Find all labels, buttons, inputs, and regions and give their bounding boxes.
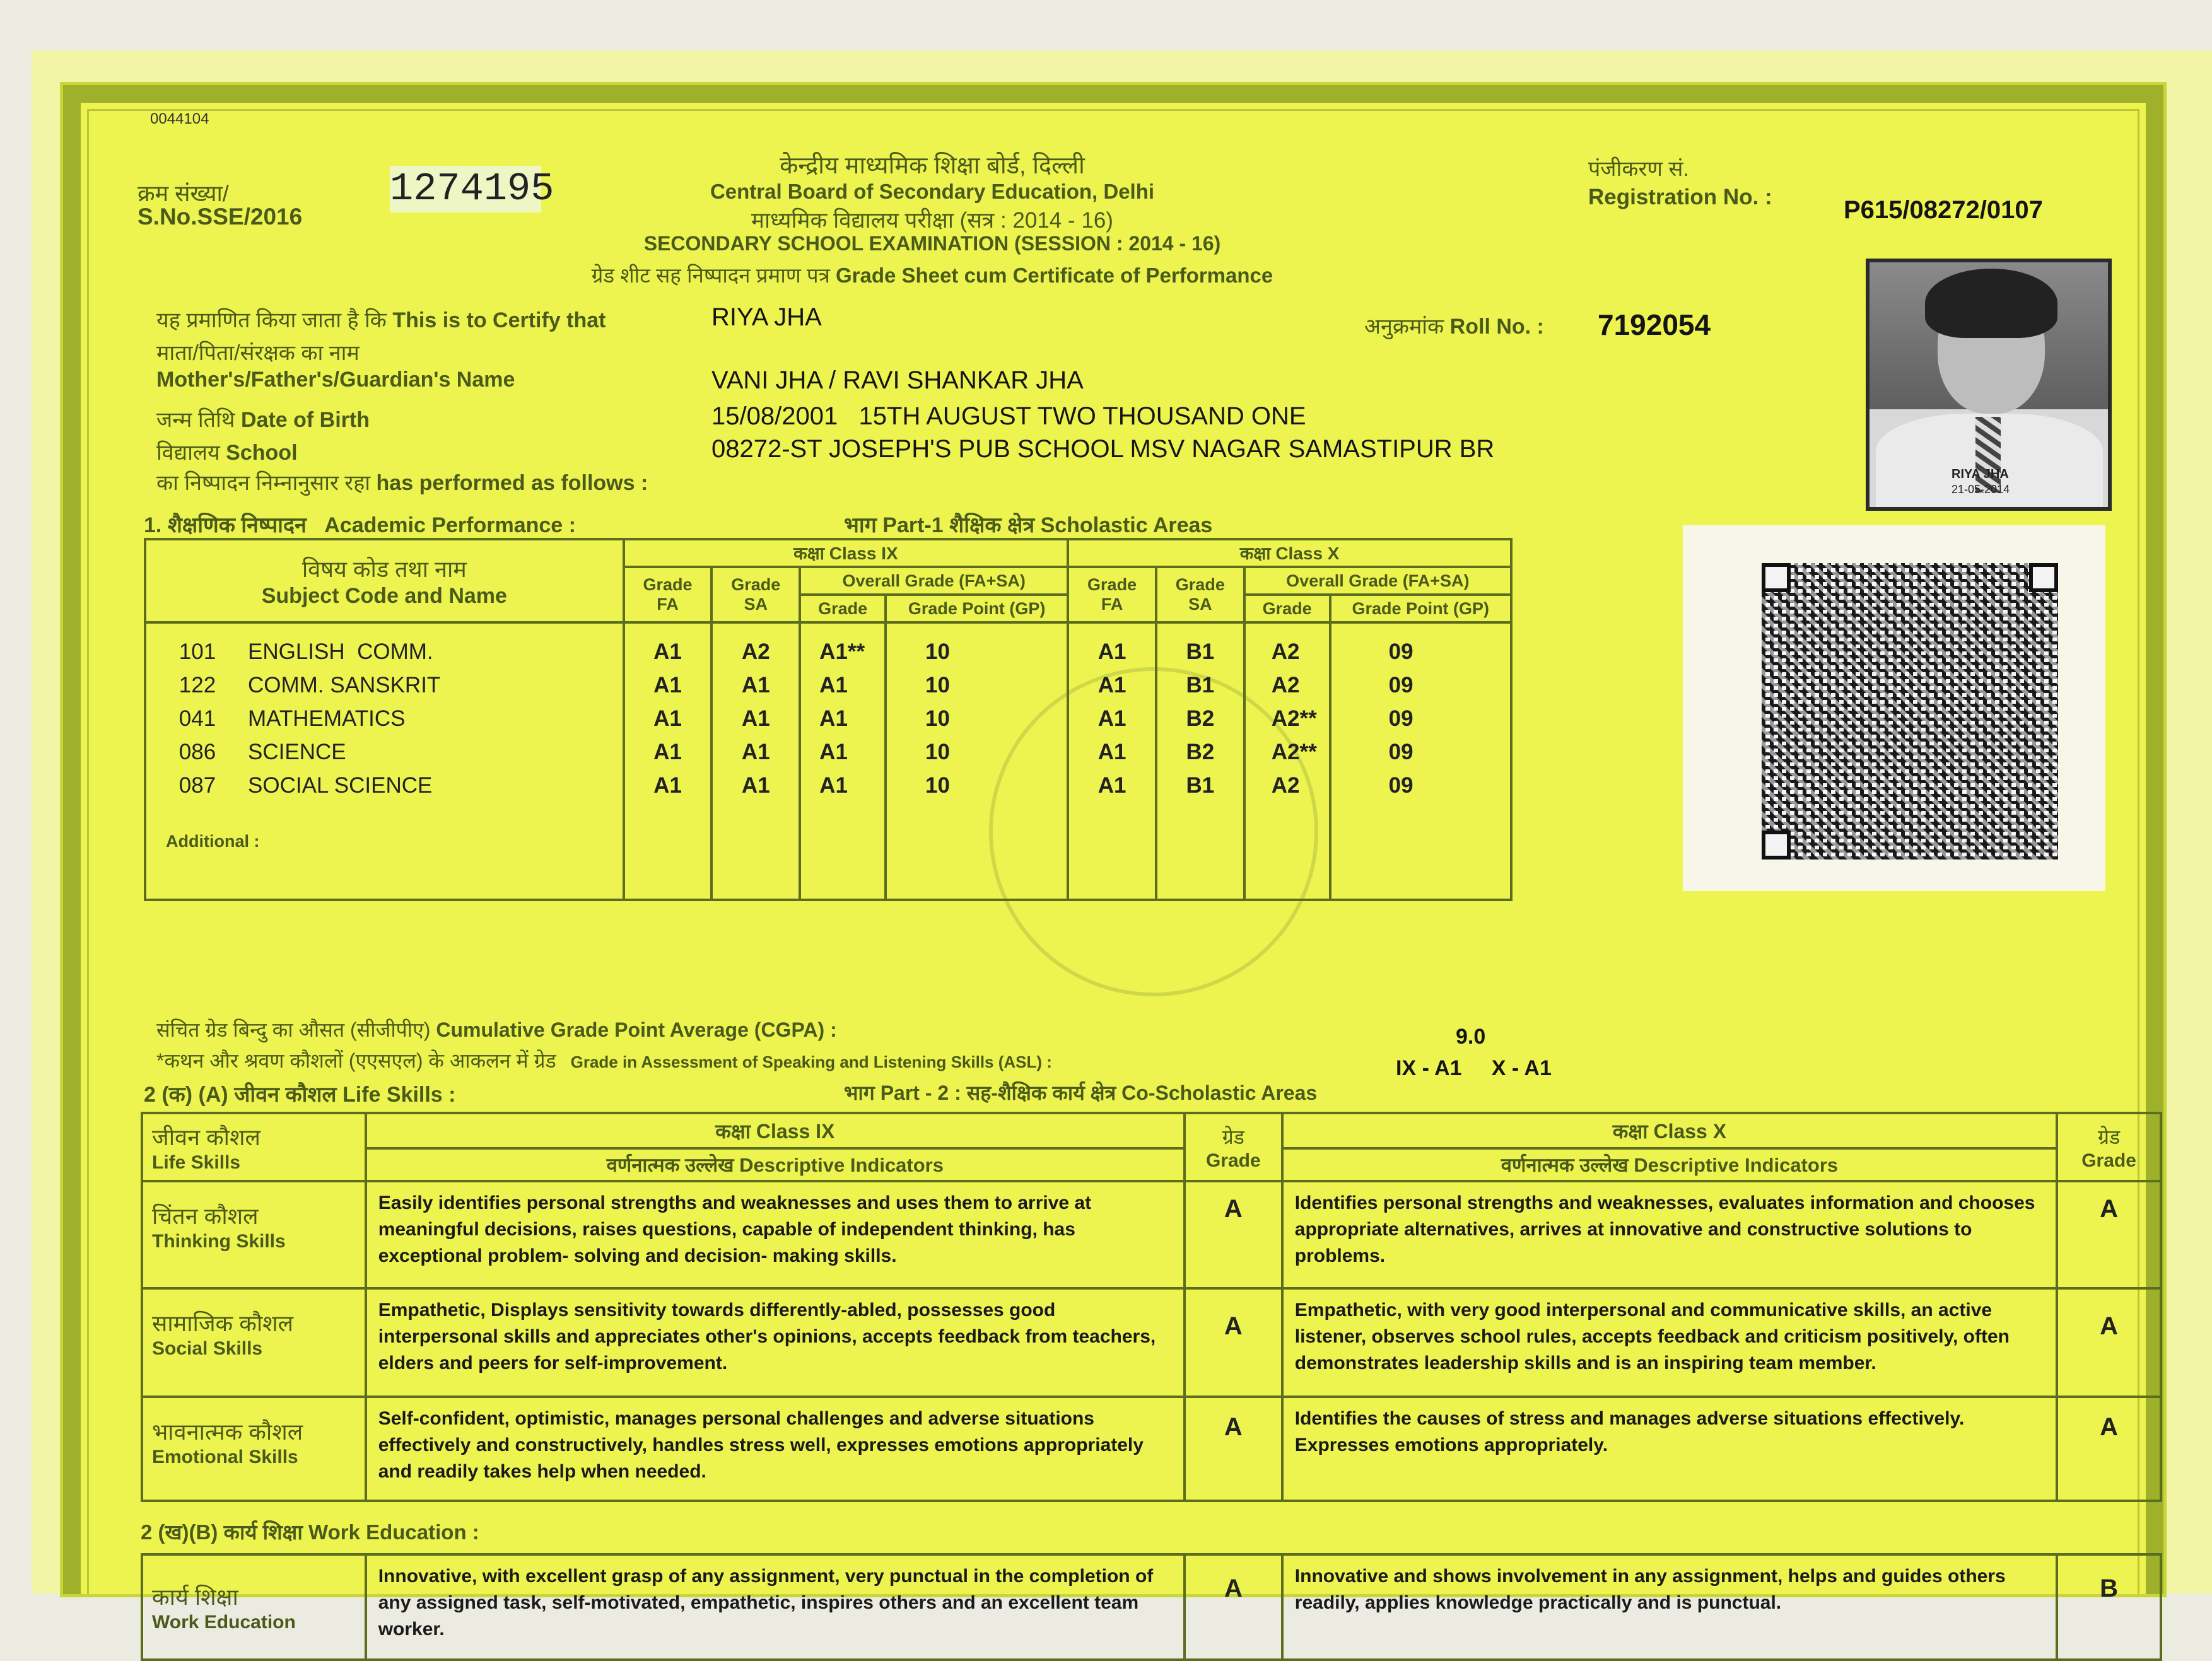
gp-cell: 10 (925, 773, 950, 798)
grade-cell: A1 (1097, 673, 1126, 697)
grade-cell: A1 (653, 706, 682, 731)
we-name-en: Work Education (152, 1612, 296, 1633)
life-skills-col-en: Life Skills (152, 1151, 241, 1173)
grade-cell: A2 (1271, 673, 1300, 697)
exam-name-hi: माध्यमिक विद्यालय परीक्षा (सत्र : 2014 - 16) (751, 208, 1113, 233)
performed-text (156, 467, 648, 496)
sa10-header-sa: SA (1188, 595, 1212, 614)
registration-label-hi: पंजीकरण सं. (1588, 157, 1689, 181)
roll-number: 7192054 (1598, 308, 1711, 341)
gp-cell: 10 (925, 673, 950, 697)
grade-cell: A2 (1271, 773, 1300, 798)
overall10-header: Overall Grade (FA+SA) (1244, 567, 1511, 595)
gp-cell: 10 (925, 706, 950, 731)
grade-cell: A1 (1097, 740, 1126, 764)
board-name-en: Central Board of Secondary Education, Delhi (710, 180, 1155, 203)
grade10-header: Grade (1244, 595, 1330, 622)
dob-label-en: Date of Birth (241, 408, 370, 432)
ls-class-x-header: कक्षा Class X (1282, 1113, 2057, 1148)
sa9-header-grade: Grade (731, 575, 781, 594)
school-label-hi: विद्यालय (156, 441, 220, 465)
school-label (156, 437, 298, 466)
qr-code-panel (1683, 525, 2105, 891)
ls-grade10: A (2057, 1397, 2161, 1501)
ls-name-cell (142, 1397, 366, 1501)
registration-number: P615/08272/0107 (1844, 196, 2043, 224)
asl-value: IX - A1 X - A1 (1396, 1056, 1552, 1080)
qr-finder-bottom-left (1762, 830, 1791, 860)
cgpa-label-hi: संचित ग्रेड बिन्दु का औसत (सीजीपीए) (156, 1018, 431, 1041)
student-name: RIYA JHA (711, 303, 822, 331)
subject-header-en: Subject Code and Name (261, 584, 507, 608)
grade-cell: A2** (1271, 706, 1317, 731)
grade-cell: A1 (741, 773, 770, 798)
gp-cell: 09 (1388, 673, 1413, 697)
qr-finder-top-right (2029, 563, 2058, 592)
work-education-heading: 2 (ख)(B) कार्य शिक्षा Work Education : (141, 1520, 479, 1544)
cgpa-label (156, 1016, 837, 1043)
we-name-cell (142, 1554, 366, 1660)
subject-code: 086 (178, 740, 216, 764)
grade-cell: A1 (741, 673, 770, 697)
social-skills-row (142, 1288, 2161, 1397)
emotional-skills-row (142, 1397, 2161, 1501)
ls-grade9-en: Grade (1205, 1150, 1261, 1171)
serial-number: 1274195 (390, 166, 554, 211)
life-skills-table (141, 1112, 2162, 1502)
ls-desc9: Self-confident, optimistic, manages personal challenges and adverse situations effectively and constructively, handles stress well, expresses emotions appropriately and readily takes help when needed. (366, 1397, 1185, 1501)
grade-cell: A2 (741, 639, 770, 664)
top-code: 0044104 (150, 110, 209, 127)
ls-name-hi: सामाजिक कौशल (152, 1310, 294, 1336)
sa9-header-sa: SA (744, 595, 768, 614)
fa9-header (624, 567, 712, 622)
we-grade9: A (1185, 1554, 1282, 1660)
subject-name: SCIENCE (248, 740, 346, 764)
subject-row (147, 639, 622, 673)
dob-label (156, 404, 370, 433)
fa9-header-grade: Grade (643, 575, 693, 594)
performed-hi: का निष्पादन निम्नानुसार रहा (156, 471, 371, 495)
roll-label-hi: अनुक्रमांक (1364, 315, 1444, 339)
grade-cell: A1 (653, 773, 682, 798)
grade-cell: A1 (653, 740, 682, 764)
grade10-column (1244, 622, 1330, 900)
sa10-header-grade: Grade (1175, 575, 1225, 594)
cgpa-label-en: Cumulative Grade Point Average (CGPA) : (436, 1018, 837, 1041)
we-desc10: Innovative and shows involvement in any assignment, helps and guides others readily, applies knowledge practically and is punctual. (1282, 1554, 2057, 1660)
co-scholastic-part-label: भाग Part - 2 : सह-शैक्षिक कार्य क्षेत्र Co-Scholastic Areas (844, 1081, 1318, 1104)
fa10-header (1068, 567, 1156, 622)
certificate-title-hi: ग्रेड शीट सह निष्पादन प्रमाण पत्र (591, 264, 830, 287)
ls-desc10-header: वर्णनात्मक उल्लेख Descriptive Indicators (1282, 1148, 2057, 1181)
board-name-hi: केन्द्रीय माध्यमिक शिक्षा बोर्ड, दिल्ली (780, 153, 1085, 179)
guardian-name: VANI JHA / RAVI SHANKAR JHA (711, 366, 1084, 394)
subject-code: 041 (178, 706, 216, 731)
grade-cell: A1 (819, 706, 848, 731)
fa10-header-grade: Grade (1087, 575, 1137, 594)
subject-name: MATHEMATICS (248, 706, 406, 731)
we-name-hi: कार्य शिक्षा (152, 1584, 238, 1610)
subject-row (147, 673, 622, 706)
work-education-row (142, 1554, 2161, 1660)
gp10-column (1330, 622, 1511, 900)
life-skills-col-header (142, 1113, 366, 1181)
class-x-header: कक्षा Class X (1068, 539, 1511, 567)
class-ix-header: कक्षा Class IX (624, 539, 1068, 567)
serial-label-en: S.No.SSE/2016 (138, 204, 303, 230)
ls-grade9: A (1185, 1397, 1282, 1501)
grade-cell: A1 (653, 639, 682, 664)
ls-name-en: Emotional Skills (152, 1447, 298, 1467)
registration-label-en: Registration No. : (1588, 185, 1772, 209)
grade-cell: B1 (1186, 773, 1215, 798)
sa10-column (1156, 622, 1244, 900)
life-skills-col-hi: जीवन कौशल (152, 1124, 260, 1150)
ls-grade9-hi: ग्रेड (1222, 1125, 1244, 1148)
subject-list (147, 624, 622, 851)
guardian-label-en: Mother's/Father's/Guardian's Name (156, 368, 515, 392)
grade-cell: A1 (819, 740, 848, 764)
ls-name-hi: भावनात्मक कौशल (152, 1419, 303, 1445)
subject-name: COMM. SANSKRIT (248, 673, 441, 697)
ls-desc10: Empathetic, with very good interpersonal and communicative skills, an active listener, observes school rules, accepts feedback and criticism positively, often demonstrates leadership skills and is an inspiring team member. (1282, 1288, 2057, 1397)
grade-cell: A2 (1271, 639, 1300, 664)
date-of-birth: 15/08/2001 15TH AUGUST TWO THOUSAND ONE (711, 402, 1306, 430)
subject-code: 122 (178, 673, 216, 697)
sa10-header (1156, 567, 1244, 622)
guardian-label-hi: माता/पिता/संरक्षक का नाम (156, 341, 360, 365)
grade9-column (800, 622, 886, 900)
ls-grade10: A (2057, 1288, 2161, 1397)
grade-cell: B1 (1186, 673, 1215, 697)
subject-name: ENGLISH COMM. (248, 639, 433, 664)
work-education-table (141, 1553, 2162, 1661)
ls-name-cell (142, 1288, 366, 1397)
gp-cell: 09 (1388, 773, 1413, 798)
certify-text (156, 305, 606, 334)
ls-grade9: A (1185, 1181, 1282, 1288)
academic-heading: 1. शैक्षणिक निष्पादन Academic Performance : (144, 513, 576, 537)
we-desc9: Innovative, with excellent grasp of any assignment, very punctual in the completion of any assigned task, self-motivated, empathetic, inspires others and an excellent team worker. (366, 1554, 1185, 1660)
roll-label (1364, 311, 1544, 340)
ls-grade9-header (1185, 1113, 1282, 1181)
academic-table (144, 538, 1513, 901)
subject-name: SOCIAL SCIENCE (248, 773, 433, 798)
grade-cell: A1 (1097, 706, 1126, 731)
life-skills-heading: 2 (क) (A) जीवन कौशल Life Skills : (144, 1083, 456, 1107)
ls-desc9-header: वर्णनात्मक उल्लेख Descriptive Indicators (366, 1148, 1185, 1181)
grade9-header: Grade (800, 595, 886, 622)
ls-grade10-hi: ग्रेड (2097, 1125, 2121, 1148)
grade-cell: A1 (1097, 639, 1126, 664)
we-grade10: B (2057, 1554, 2161, 1660)
grade-cell: A2** (1271, 740, 1317, 764)
ls-desc10: Identifies personal strengths and weaknesses, evaluates information and chooses appropriate alternatives, arrives at innovative and constructive solutions to problems. (1282, 1181, 2057, 1288)
gp-cell: 09 (1388, 740, 1413, 764)
gp9-column (886, 622, 1068, 900)
gp9-header: Grade Point (GP) (886, 595, 1068, 622)
school-name: 08272-ST JOSEPH'S PUB SCHOOL MSV NAGAR SAMASTIPUR BR (711, 435, 1495, 463)
ls-class-ix-header: कक्षा Class IX (366, 1113, 1185, 1148)
subject-header-hi: विषय कोड तथा नाम (301, 556, 467, 582)
photo-caption-date: 21-05-2014 (1952, 483, 2010, 496)
ls-grade10-header (2057, 1113, 2161, 1181)
sa9-header (711, 567, 800, 622)
gp-cell: 10 (925, 639, 950, 664)
grade-cell: A1** (819, 639, 865, 664)
ls-desc9: Easily identifies personal strengths and weaknesses and uses them to arrive at meaningful decisions, raises questions, capable of independent thinking, has exceptional problem- solving and decision- making skills. (366, 1181, 1185, 1288)
subject-row (147, 740, 622, 773)
grade-cell: A1 (741, 706, 770, 731)
ls-name-en: Social Skills (152, 1338, 263, 1359)
ls-desc9: Empathetic, Displays sensitivity towards differently-abled, possesses good interpersonal skills and appreciates other's opinions, accepts feedback from teachers, elders and peers for self-improvement. (366, 1288, 1185, 1397)
grade-cell: B2 (1186, 706, 1215, 731)
subject-row (147, 773, 622, 807)
subject-code: 087 (178, 773, 216, 798)
additional-label: Additional : (166, 832, 260, 851)
ls-grade10-en: Grade (2081, 1150, 2136, 1171)
grade-cell: A1 (653, 673, 682, 697)
ls-name-hi: चिंतन कौशल (152, 1203, 259, 1229)
performed-en: has performed as follows : (376, 471, 648, 495)
fa10-column (1068, 622, 1156, 900)
sa9-column (711, 622, 800, 900)
grade-cell: B2 (1186, 740, 1215, 764)
ls-name-cell (142, 1181, 366, 1288)
grade-cell: A1 (819, 673, 848, 697)
certificate-title-en: Grade Sheet cum Certificate of Performance (836, 264, 1273, 287)
ls-grade9: A (1185, 1288, 1282, 1397)
grade-cell: B1 (1186, 639, 1215, 664)
asl-label (156, 1047, 1052, 1074)
overall9-header: Overall Grade (FA+SA) (800, 567, 1068, 595)
gp-cell: 09 (1388, 639, 1413, 664)
gp-cell: 10 (925, 740, 950, 764)
grade-cell: A1 (819, 773, 848, 798)
ls-grade10: A (2057, 1181, 2161, 1288)
roll-label-en: Roll No. : (1449, 315, 1544, 339)
qr-code (1762, 563, 2058, 860)
exam-name-en: SECONDARY SCHOOL EXAMINATION (SESSION : 2014 - 16) (643, 232, 1221, 255)
ls-name-en: Thinking Skills (152, 1231, 286, 1252)
certify-hi: यह प्रमाणित किया जाता है कि (156, 308, 387, 332)
fa9-header-fa: FA (657, 595, 679, 614)
subject-code: 101 (178, 639, 216, 664)
qr-finder-top-left (1762, 563, 1791, 592)
gp10-header: Grade Point (GP) (1330, 595, 1511, 622)
ls-desc10: Identifies the causes of stress and manages adverse situations effectively. Expresses emotions appropriately. (1282, 1397, 2057, 1501)
fa9-column (624, 622, 712, 900)
photo-caption-name: RIYA JHA (1952, 467, 2009, 481)
subject-header (145, 539, 624, 622)
asl-label-hi: *कथन और श्रवण कौशलों (एएसएल) के आकलन में ग्रेड (156, 1049, 556, 1072)
dob-label-hi: जन्म तिथि (156, 408, 235, 432)
gp-cell: 09 (1388, 706, 1413, 731)
subject-row (147, 706, 622, 740)
fa10-header-fa: FA (1101, 595, 1123, 614)
cgpa-value: 9.0 (1456, 1025, 1486, 1049)
subject-cell (145, 622, 624, 900)
certificate-title (522, 260, 1342, 289)
serial-label-hi: क्रम संख्या/ (138, 180, 229, 206)
certify-en: This is to Certify that (392, 308, 606, 332)
student-photo (1866, 259, 2112, 511)
certificate (63, 85, 2163, 1640)
subjects-body (145, 622, 1511, 900)
school-label-en: School (226, 441, 298, 465)
scholastic-part-label: भाग Part-1 शैक्षिक क्षेत्र Scholastic Areas (844, 513, 1213, 537)
grade-cell: A1 (741, 740, 770, 764)
asl-label-en: Grade in Assessment of Speaking and Listening Skills (ASL) : (570, 1052, 1052, 1071)
grade-cell: A1 (1097, 773, 1126, 798)
thinking-skills-row (142, 1181, 2161, 1288)
